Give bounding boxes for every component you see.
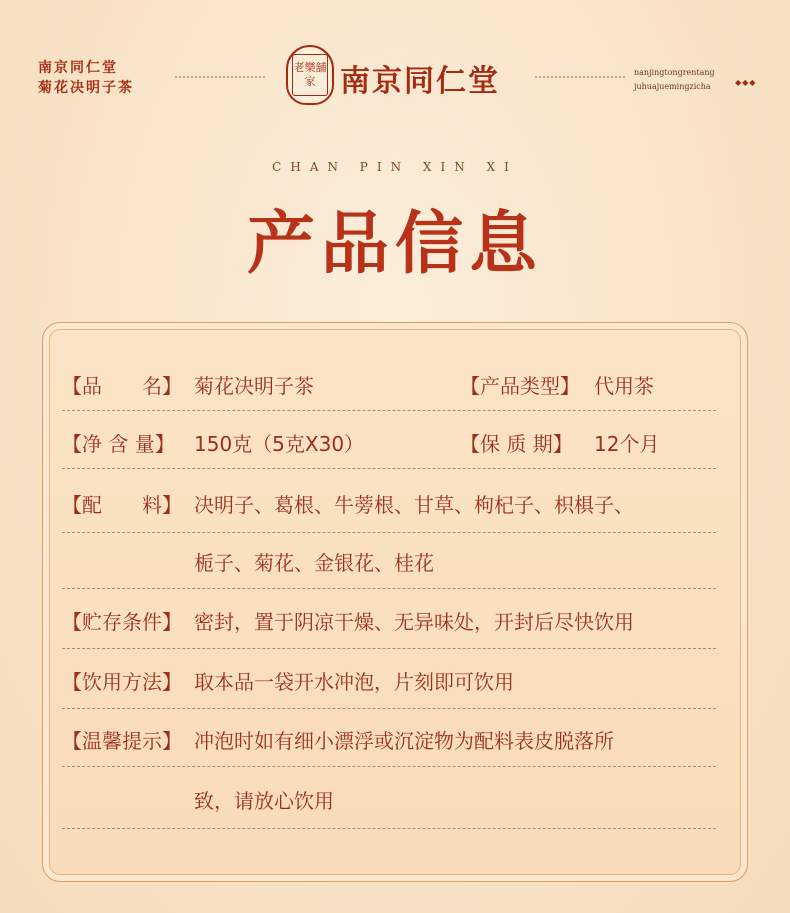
info-row-storage bbox=[62, 592, 716, 649]
header-left-text bbox=[38, 58, 134, 98]
info-row-net-shelf bbox=[62, 416, 716, 469]
brand-seal-logo bbox=[286, 45, 334, 105]
info-row-ingredients-cont bbox=[62, 534, 716, 589]
ingredients-value-line2: 栀子、菊花、金银花、桂花 bbox=[194, 550, 434, 575]
shelf-label: 【保 质 期】 bbox=[460, 431, 573, 456]
name-label: 【品 名】 bbox=[62, 373, 182, 398]
header-divider-left bbox=[175, 76, 265, 78]
storage-value: 密封，置于阴凉干燥、无异味处，开封后尽快饮用 bbox=[194, 609, 634, 634]
diamond-ornament-icon: ◆◆◆ bbox=[735, 78, 757, 87]
info-row-ingredients bbox=[62, 474, 716, 533]
ingredients-label: 【配 料】 bbox=[62, 492, 182, 517]
type-value: 代用茶 bbox=[594, 373, 654, 398]
name-value: 菊花决明子茶 bbox=[194, 373, 314, 398]
header-right-text bbox=[634, 66, 715, 94]
type-label: 【产品类型】 bbox=[460, 373, 580, 398]
net-value: 150克（5克X30） bbox=[194, 431, 365, 456]
tips-label: 【温馨提示】 bbox=[62, 728, 182, 753]
info-row-tips-cont bbox=[62, 770, 716, 829]
shelf-value: 12个月 bbox=[594, 431, 660, 456]
info-row-tips bbox=[62, 712, 716, 767]
header-left-line2: 菊花决明子茶 bbox=[38, 80, 134, 96]
brand-name: 南京同仁堂 bbox=[340, 64, 500, 99]
net-label: 【净 含 量】 bbox=[62, 431, 175, 456]
section-title: 产品信息 bbox=[246, 204, 543, 284]
header-left-line1: 南京同仁堂 bbox=[38, 60, 118, 76]
tips-value-line1: 冲泡时如有细小漂浮或沉淀物为配料表皮脱落所 bbox=[194, 728, 614, 753]
header-right-line1: nanjingtongrentang bbox=[634, 68, 715, 77]
storage-label: 【贮存条件】 bbox=[62, 609, 182, 634]
method-value: 取本品一袋开水冲泡，片刻即可饮用 bbox=[194, 669, 514, 694]
seal-text: 老樂舖家 bbox=[292, 54, 328, 96]
tips-value-line2: 致，请放心饮用 bbox=[194, 788, 334, 813]
section-subtitle: CHAN PIN XIN XI bbox=[272, 160, 518, 174]
info-row-name-type bbox=[62, 358, 716, 411]
method-label: 【饮用方法】 bbox=[62, 669, 182, 694]
info-row-method bbox=[62, 652, 716, 709]
header-right-line2: juhuajuemingzicha bbox=[634, 82, 711, 91]
ingredients-value-line1: 决明子、葛根、牛蒡根、甘草、枸杞子、枳椇子、 bbox=[194, 492, 634, 517]
header-divider-right bbox=[535, 76, 625, 78]
